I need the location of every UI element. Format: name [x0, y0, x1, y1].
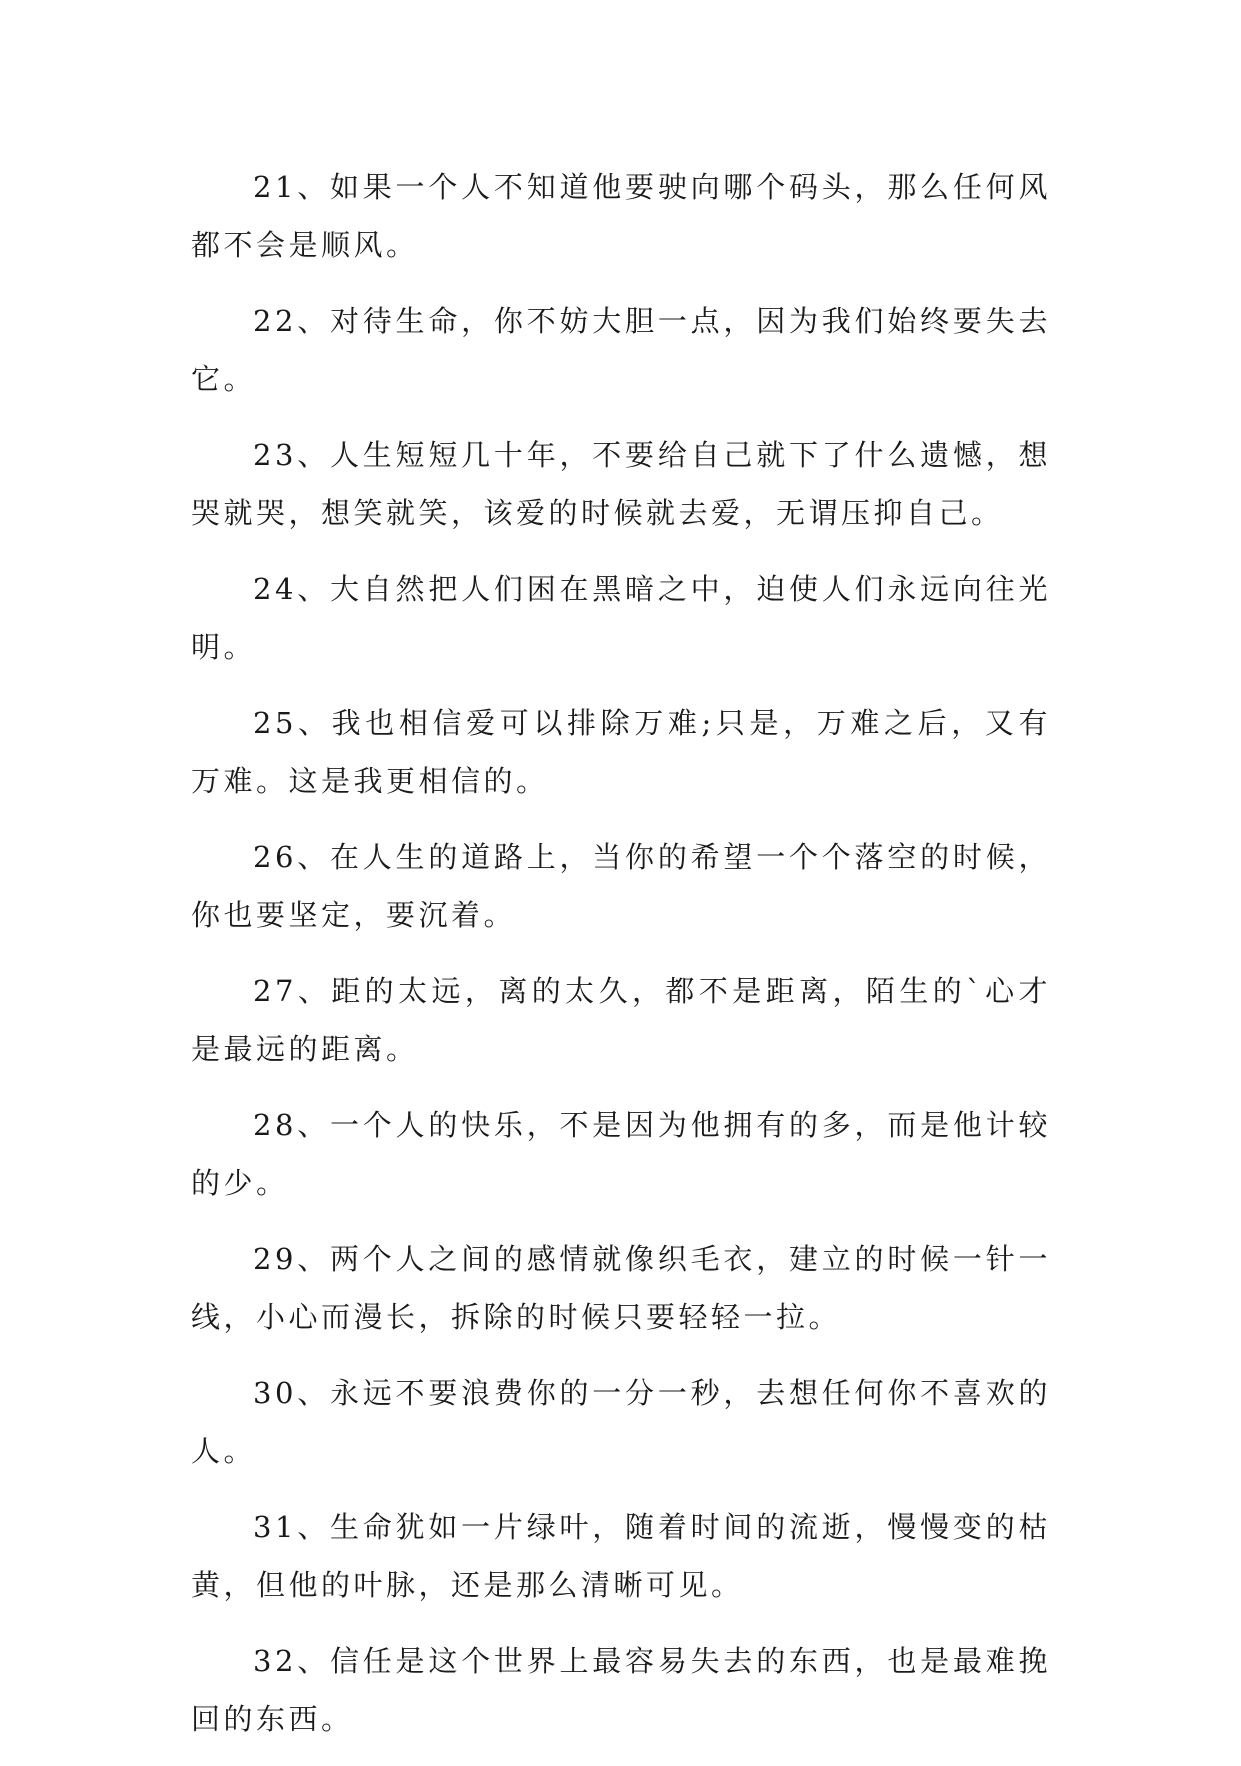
paragraph-31: 31、生命犹如一片绿叶，随着时间的流逝，慢慢变的枯黄，但他的叶脉，还是那么清晰可见。 — [191, 1510, 1051, 1602]
paragraph-21: 21、如果一个人不知道他要驶向哪个码头，那么任何风都不会是顺风。 — [191, 170, 1051, 262]
paragraph-30: 30、永远不要浪费你的一分一秒，去想任何你不喜欢的人。 — [191, 1376, 1051, 1468]
paragraph-28: 28、一个人的快乐，不是因为他拥有的多，而是他计较的少。 — [191, 1108, 1051, 1200]
paragraph-25: 25、我也相信爱可以排除万难;只是，万难之后，又有万难。这是我更相信的。 — [191, 706, 1051, 798]
paragraph-29: 29、两个人之间的感情就像织毛衣，建立的时候一针一线，小心而漫长，拆除的时候只要轻轻一拉。 — [191, 1242, 1051, 1334]
paragraph-26: 26、在人生的道路上，当你的希望一个个落空的时候，你也要坚定，要沉着。 — [191, 840, 1051, 932]
paragraph-27: 27、距的太远，离的太久，都不是距离，陌生的`心才是最远的距离。 — [191, 974, 1051, 1066]
paragraph-23: 23、人生短短几十年，不要给自己就下了什么遗憾，想哭就哭，想笑就笑，该爱的时候就去爱，无谓压抑自己。 — [191, 438, 1051, 530]
paragraph-22: 22、对待生命，你不妨大胆一点，因为我们始终要失去它。 — [191, 304, 1051, 396]
paragraph-32: 32、信任是这个世界上最容易失去的东西，也是最难挽回的东西。 — [191, 1644, 1051, 1736]
paragraph-24: 24、大自然把人们困在黑暗之中，迫使人们永远向往光明。 — [191, 572, 1051, 664]
document-body — [191, 158, 1051, 1766]
